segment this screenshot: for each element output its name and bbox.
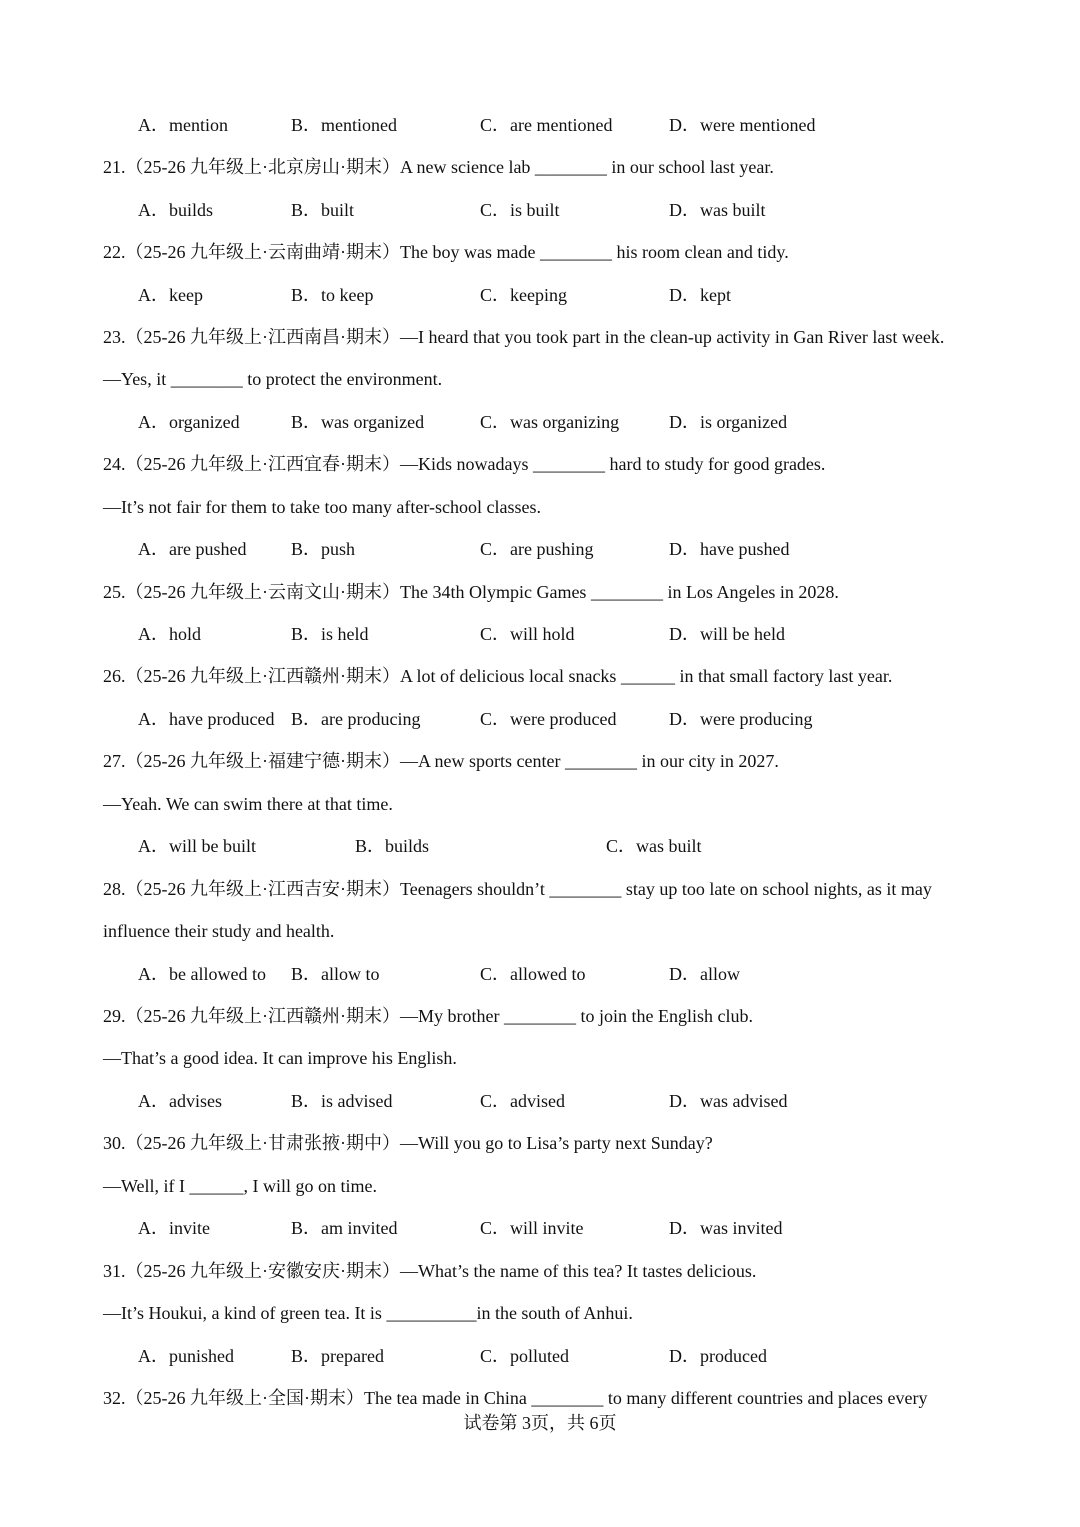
option-c: C．will hold xyxy=(480,624,575,644)
option-d: D．was built xyxy=(669,200,766,220)
question-23-stem xyxy=(0,322,1080,352)
option-b: B．is advised xyxy=(291,1091,393,1111)
question-24-stem xyxy=(0,449,1080,479)
question-31-stem xyxy=(0,1256,1080,1286)
option-c: C．were produced xyxy=(480,709,617,729)
option-a: A．be allowed to xyxy=(138,964,266,984)
question-stem-continued: —It’s not fair for them to take too many after-school classes. xyxy=(103,497,542,517)
question-30-stem xyxy=(0,1128,1080,1158)
question-23-options xyxy=(0,407,1080,437)
option-d: D．produced xyxy=(669,1346,767,1366)
option-d: D．were mentioned xyxy=(669,115,816,135)
option-a: A．mention xyxy=(138,115,228,135)
question-22-options xyxy=(0,280,1080,310)
option-d: D．was advised xyxy=(669,1091,788,1111)
question-28-stem-line2 xyxy=(0,916,1080,946)
question-30-options xyxy=(0,1213,1080,1243)
question-stem: 28.（25-26 九年级上·江西吉安·期末）Teenagers shouldn’t ________ stay up too late on school nights, as it may xyxy=(103,879,932,899)
question-27-stem-line2 xyxy=(0,789,1080,819)
option-b: B．mentioned xyxy=(291,115,397,135)
question-26-options xyxy=(0,704,1080,734)
question-24-options xyxy=(0,534,1080,564)
option-a: A．builds xyxy=(138,200,214,220)
question-stem-continued: —Yes, it ________ to protect the environment. xyxy=(103,369,443,389)
question-stem: 24.（25-26 九年级上·江西宜春·期末）—Kids nowadays ________ hard to study for good grades. xyxy=(103,454,826,474)
option-a: A．hold xyxy=(138,624,201,644)
question-22-stem xyxy=(0,237,1080,267)
question-31-options xyxy=(0,1341,1080,1371)
question-24-stem-line2 xyxy=(0,492,1080,522)
option-c: C．are mentioned xyxy=(480,115,613,135)
option-c: C．are pushing xyxy=(480,539,594,559)
question-stem: 22.（25-26 九年级上·云南曲靖·期末）The boy was made ________ his room clean and tidy. xyxy=(103,242,789,262)
question-31-stem-line2 xyxy=(0,1298,1080,1328)
question-stem-continued: —Yeah. We can swim there at that time. xyxy=(103,794,393,814)
option-c: C．is built xyxy=(480,200,560,220)
question-21-stem xyxy=(0,152,1080,182)
option-d: D．allow xyxy=(669,964,740,984)
option-b: B．push xyxy=(291,539,356,559)
option-b: B．was organized xyxy=(291,412,425,432)
option-b: B．am invited xyxy=(291,1218,398,1238)
option-b: B．allow to xyxy=(291,964,380,984)
question-stem: 25.（25-26 九年级上·云南文山·期末）The 34th Olympic Games ________ in Los Angeles in 2028. xyxy=(103,582,839,602)
question-25-options xyxy=(0,619,1080,649)
question-stem: 29.（25-26 九年级上·江西赣州·期末）—My brother ________ to join the English club. xyxy=(103,1006,753,1026)
question-stem: 30.（25-26 九年级上·甘肃张掖·期中）—Will you go to Lisa’s party next Sunday? xyxy=(103,1133,713,1153)
question-23-stem-line2 xyxy=(0,364,1080,394)
option-c: C．allowed to xyxy=(480,964,586,984)
question-stem: 27.（25-26 九年级上·福建宁德·期末）—A new sports center ________ in our city in 2027. xyxy=(103,751,779,771)
option-b: B．are producing xyxy=(291,709,421,729)
option-a: A．advises xyxy=(138,1091,222,1111)
option-a: A．will be built xyxy=(138,836,256,856)
question-29-options xyxy=(0,1086,1080,1116)
option-d: D．was invited xyxy=(669,1218,783,1238)
question-30-stem-line2 xyxy=(0,1171,1080,1201)
option-a: A．have produced xyxy=(138,709,275,729)
question-28-options xyxy=(0,959,1080,989)
page-footer: 试卷第 3页，共 6页 xyxy=(463,1413,617,1433)
question-stem: 23.（25-26 九年级上·江西南昌·期末）—I heard that you took part in the clean-up activity in Gan River last week. xyxy=(103,327,945,347)
option-c: C．was organizing xyxy=(480,412,620,432)
question-29-stem xyxy=(0,1001,1080,1031)
question-stem: 26.（25-26 九年级上·江西赣州·期末）A lot of delicious local snacks ______ in that small factory last year. xyxy=(103,666,893,686)
question-stem-continued: —That’s a good idea. It can improve his English. xyxy=(103,1048,457,1068)
option-d: D．will be held xyxy=(669,624,785,644)
option-a: A．organized xyxy=(138,412,240,432)
option-a: A．punished xyxy=(138,1346,234,1366)
option-b: B．builds xyxy=(355,836,430,856)
question-25-stem xyxy=(0,577,1080,607)
option-d: D．is organized xyxy=(669,412,788,432)
option-b: B．built xyxy=(291,200,355,220)
option-d: D．were producing xyxy=(669,709,813,729)
question-stem-continued: influence their study and health. xyxy=(103,921,335,941)
option-c: C．polluted xyxy=(480,1346,569,1366)
option-b: B．prepared xyxy=(291,1346,384,1366)
question-27-options xyxy=(0,831,1080,861)
option-a: A．are pushed xyxy=(138,539,247,559)
option-d: D．kept xyxy=(669,285,731,305)
option-d: D．have pushed xyxy=(669,539,790,559)
question-29-stem-line2 xyxy=(0,1043,1080,1073)
option-c: C．advised xyxy=(480,1091,565,1111)
question-26-stem xyxy=(0,661,1080,691)
option-b: B．is held xyxy=(291,624,369,644)
question-stem: 32.（25-26 九年级上·全国·期末）The tea made in China ________ to many different countries and places every xyxy=(103,1388,928,1408)
question-28-stem xyxy=(0,874,1080,904)
question-stem-continued: —Well, if I ______, I will go on time. xyxy=(103,1176,378,1196)
option-c: C．was built xyxy=(606,836,702,856)
prev-question-options xyxy=(0,110,1080,140)
question-stem: 21.（25-26 九年级上·北京房山·期末）A new science lab ________ in our school last year. xyxy=(103,157,774,177)
option-a: A．invite xyxy=(138,1218,210,1238)
option-b: B．to keep xyxy=(291,285,374,305)
question-stem: 31.（25-26 九年级上·安徽安庆·期末）—What’s the name of this tea? It tastes delicious. xyxy=(103,1261,757,1281)
option-c: C．keeping xyxy=(480,285,567,305)
option-c: C．will invite xyxy=(480,1218,584,1238)
option-a: A．keep xyxy=(138,285,203,305)
question-stem-continued: —It’s Houkui, a kind of green tea. It is __________in the south of Anhui. xyxy=(103,1303,633,1323)
question-21-options xyxy=(0,195,1080,225)
question-27-stem xyxy=(0,746,1080,776)
